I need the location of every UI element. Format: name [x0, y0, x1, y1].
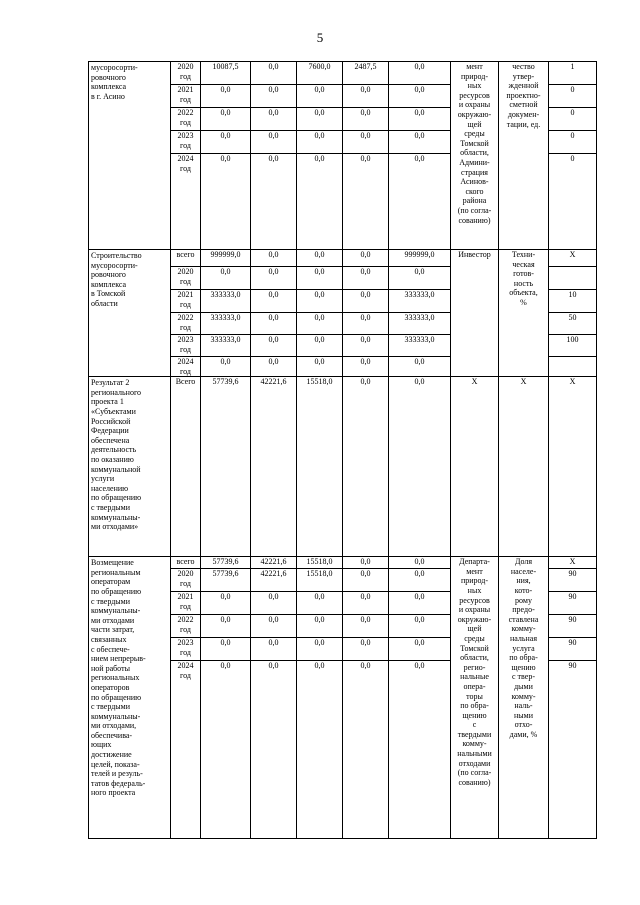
value-cell: 0,0	[389, 592, 451, 615]
value-cell: 0,0	[251, 357, 297, 377]
year-cell: 2024 год	[171, 154, 201, 250]
value-cell: 999999,0	[389, 250, 451, 267]
value-cell: 0,0	[201, 267, 251, 290]
target-cell: 100	[549, 335, 597, 357]
target-cell: 1	[549, 62, 597, 85]
value-cell: 0,0	[297, 85, 343, 108]
budget-table	[88, 61, 597, 839]
target-cell: 0	[549, 108, 597, 131]
value-cell: 0,0	[343, 557, 389, 569]
target-cell: X	[549, 377, 597, 557]
executor-cell: X	[451, 377, 499, 557]
year-cell: 2021 год	[171, 592, 201, 615]
value-cell: 0,0	[201, 357, 251, 377]
year-cell: 2020 год	[171, 569, 201, 592]
activity-name: Результат 2 регионального проекта 1 «Субъектами Российской Федерации обеспечена деятельность по оказанию коммунальной услуги населению по обращению с твердыми коммунальны- ми отходами»	[89, 377, 171, 557]
year-cell: 2021 год	[171, 85, 201, 108]
value-cell: 0,0	[201, 638, 251, 661]
value-cell: 0,0	[343, 377, 389, 557]
target-cell: X	[549, 250, 597, 267]
indicator-cell: Техни- ческая готов- ность объекта, %	[499, 250, 549, 377]
year-cell: всего	[171, 250, 201, 267]
value-cell: 57739,6	[201, 569, 251, 592]
target-cell: 0	[549, 85, 597, 108]
activity-name: Возмещение региональным операторам по обращению с твердыми коммунальны- ми отходами части затрат, связанных с обеспече- нием непрерыв- ной работы региональных операторов по обращению с твердыми коммунальны- ми отходами, обеспечива- ющих достижение целей, показа- телей и резуль- татов федераль- ного проекта	[89, 557, 171, 839]
value-cell: 0,0	[343, 592, 389, 615]
year-cell: 2023 год	[171, 131, 201, 154]
value-cell: 0,0	[389, 615, 451, 638]
value-cell: 0,0	[343, 638, 389, 661]
value-cell: 0,0	[297, 250, 343, 267]
value-cell: 0,0	[297, 661, 343, 839]
value-cell: 0,0	[343, 313, 389, 335]
value-cell: 0,0	[251, 335, 297, 357]
activity-name: мусоросорти- ровочного комплекса в г. Асино	[89, 62, 171, 250]
value-cell: 0,0	[343, 108, 389, 131]
value-cell: 0,0	[343, 661, 389, 839]
value-cell: 0,0	[297, 615, 343, 638]
value-cell: 0,0	[201, 85, 251, 108]
value-cell: 0,0	[343, 615, 389, 638]
value-cell: 333333,0	[201, 313, 251, 335]
value-cell: 10087,5	[201, 62, 251, 85]
year-cell: 2022 год	[171, 108, 201, 131]
value-cell: 0,0	[343, 267, 389, 290]
value-cell: 0,0	[389, 62, 451, 85]
value-cell: 42221,6	[251, 377, 297, 557]
value-cell: 333333,0	[389, 290, 451, 313]
value-cell: 15518,0	[297, 569, 343, 592]
value-cell: 0,0	[297, 154, 343, 250]
value-cell: 0,0	[297, 638, 343, 661]
value-cell: 7600,0	[297, 62, 343, 85]
value-cell: 0,0	[389, 154, 451, 250]
value-cell: 0,0	[389, 661, 451, 839]
year-cell: 2020 год	[171, 62, 201, 85]
value-cell: 0,0	[297, 357, 343, 377]
year-cell: всего	[171, 557, 201, 569]
value-cell: 0,0	[251, 62, 297, 85]
value-cell: 0,0	[297, 335, 343, 357]
target-cell: 90	[549, 569, 597, 592]
value-cell: 0,0	[343, 357, 389, 377]
value-cell: 0,0	[389, 357, 451, 377]
value-cell: 0,0	[343, 569, 389, 592]
target-cell: 90	[549, 661, 597, 839]
value-cell: 0,0	[251, 131, 297, 154]
indicator-cell: чество утвер- жденной проектно- сметной докумен- тации, ед.	[499, 62, 549, 250]
target-cell: 90	[549, 615, 597, 638]
value-cell: 0,0	[389, 377, 451, 557]
value-cell: 0,0	[251, 615, 297, 638]
target-cell: 0	[549, 154, 597, 250]
value-cell: 0,0	[389, 557, 451, 569]
value-cell: 0,0	[297, 313, 343, 335]
value-cell: 0,0	[251, 638, 297, 661]
value-cell: 0,0	[343, 85, 389, 108]
value-cell: 0,0	[389, 131, 451, 154]
value-cell: 0,0	[251, 592, 297, 615]
executor-cell: Инвестор	[451, 250, 499, 377]
value-cell: 0,0	[343, 131, 389, 154]
target-cell: X	[549, 557, 597, 569]
year-cell: 2022 год	[171, 313, 201, 335]
value-cell: 0,0	[251, 85, 297, 108]
value-cell: 333333,0	[389, 313, 451, 335]
target-cell: 90	[549, 638, 597, 661]
value-cell: 0,0	[389, 569, 451, 592]
target-cell: 90	[549, 592, 597, 615]
target-cell	[549, 267, 597, 290]
value-cell: 0,0	[251, 661, 297, 839]
value-cell: 0,0	[251, 250, 297, 267]
value-cell: 0,0	[389, 267, 451, 290]
year-cell: 2021 год	[171, 290, 201, 313]
value-cell: 0,0	[251, 313, 297, 335]
value-cell: 0,0	[201, 615, 251, 638]
value-cell: 0,0	[251, 267, 297, 290]
value-cell: 0,0	[297, 131, 343, 154]
value-cell: 57739,6	[201, 377, 251, 557]
value-cell: 2487,5	[343, 62, 389, 85]
value-cell: 333333,0	[201, 335, 251, 357]
table-row	[89, 377, 597, 557]
value-cell: 0,0	[201, 131, 251, 154]
table-row	[89, 557, 597, 569]
executor-cell: Департа- мент природ- ных ресурсов и охраны окружаю- щей среды Томской области, регио- нальные опера- торы по обра- щению с твердыми комму- нальными отходами (по согла- сованию)	[451, 557, 499, 839]
value-cell: 0,0	[297, 592, 343, 615]
value-cell: 0,0	[251, 108, 297, 131]
value-cell: 0,0	[343, 154, 389, 250]
value-cell: 0,0	[343, 290, 389, 313]
activity-name: Строительство мусоросорти- ровочного комплекса в Томской области	[89, 250, 171, 377]
year-cell: 2020 год	[171, 267, 201, 290]
indicator-cell: Доля населе- ния, кото- рому предо- ставлена комму- нальная услуга по обра- щению с твер- дыми комму- наль- ными отхо- дами, %	[499, 557, 549, 839]
value-cell: 333333,0	[389, 335, 451, 357]
year-cell: 2022 год	[171, 615, 201, 638]
year-cell: 2024 год	[171, 661, 201, 839]
executor-cell: мент природ- ных ресурсов и охраны окружаю- щей среды Томской области, Админи- страция Асинов- ского района (по согла- сованию)	[451, 62, 499, 250]
target-cell	[549, 357, 597, 377]
value-cell: 0,0	[297, 290, 343, 313]
value-cell: 333333,0	[201, 290, 251, 313]
target-cell: 0	[549, 131, 597, 154]
year-cell: Всего	[171, 377, 201, 557]
page-number: 5	[316, 30, 324, 45]
value-cell: 15518,0	[297, 557, 343, 569]
target-cell: 10	[549, 290, 597, 313]
value-cell: 0,0	[389, 638, 451, 661]
target-cell: 50	[549, 313, 597, 335]
table-body	[89, 62, 597, 839]
value-cell: 0,0	[201, 154, 251, 250]
table-row	[89, 62, 597, 85]
value-cell: 15518,0	[297, 377, 343, 557]
value-cell: 42221,6	[251, 557, 297, 569]
value-cell: 0,0	[251, 290, 297, 313]
value-cell: 0,0	[297, 108, 343, 131]
value-cell: 0,0	[343, 335, 389, 357]
value-cell: 0,0	[297, 267, 343, 290]
value-cell: 0,0	[201, 661, 251, 839]
value-cell: 0,0	[389, 108, 451, 131]
value-cell: 0,0	[201, 592, 251, 615]
value-cell: 42221,6	[251, 569, 297, 592]
table-row	[89, 250, 597, 267]
year-cell: 2023 год	[171, 638, 201, 661]
value-cell: 999999,0	[201, 250, 251, 267]
indicator-cell: X	[499, 377, 549, 557]
value-cell: 0,0	[251, 154, 297, 250]
value-cell: 0,0	[343, 250, 389, 267]
value-cell: 0,0	[201, 108, 251, 131]
year-cell: 2024 год	[171, 357, 201, 377]
value-cell: 57739,6	[201, 557, 251, 569]
value-cell: 0,0	[389, 85, 451, 108]
year-cell: 2023 год	[171, 335, 201, 357]
